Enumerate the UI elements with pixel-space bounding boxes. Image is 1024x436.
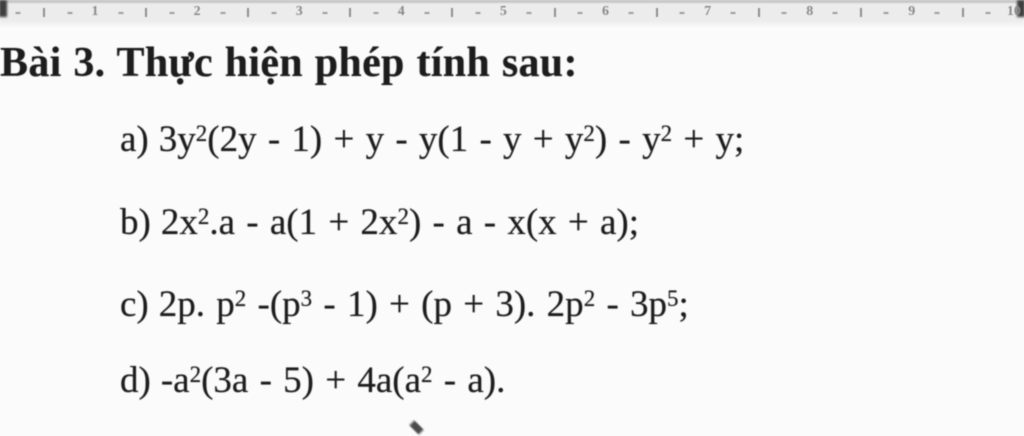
expression-text: - a). <box>432 360 506 401</box>
superscript: 2 <box>421 362 433 388</box>
expression-text: 2x <box>160 202 198 243</box>
ruler-number: 4 <box>397 4 405 19</box>
ruler-number: 9 <box>908 4 916 19</box>
exercise-heading: Bài 3. Thực hiện phép tính sau: <box>0 40 578 86</box>
superscript: 2 <box>234 286 247 312</box>
problem-expression <box>161 202 639 243</box>
ruler-dash-mark <box>118 12 123 14</box>
ruler[interactable] <box>0 0 1024 30</box>
expression-text: -(p <box>246 284 301 325</box>
problem-expression <box>159 284 689 325</box>
ruler-left-edge-block <box>0 0 7 17</box>
expression-text: 2p. p <box>158 284 235 325</box>
superscript: 3 <box>300 286 313 312</box>
expression-text: + y; <box>672 119 745 160</box>
expression-text: ) - a - x(x + a); <box>408 202 640 243</box>
ruler-dash-mark <box>629 12 634 14</box>
superscript: 2 <box>583 286 596 312</box>
problem-label: d) <box>120 360 151 401</box>
expression-text: 3y <box>158 119 196 160</box>
ruler-dash-mark <box>833 12 838 14</box>
problem-line-d <box>120 358 505 404</box>
expression-text: ; <box>678 284 689 325</box>
ruler-number: 10 <box>1006 4 1021 19</box>
problem-line-c <box>120 282 689 328</box>
superscript: 2 <box>397 204 409 230</box>
ruler-number: 5 <box>499 4 507 19</box>
problem-label: a) <box>120 119 149 160</box>
expression-text: -a <box>160 360 190 401</box>
superscript: 5 <box>667 286 679 312</box>
superscript: 2 <box>195 121 208 147</box>
ruler-tick-mark <box>43 8 45 17</box>
problem-expression <box>159 119 744 160</box>
ruler-dash-mark <box>884 12 889 14</box>
ruler-dash-mark <box>475 12 480 14</box>
expression-text: - 1) + (p + 3). 2p <box>312 284 584 325</box>
superscript: 2 <box>583 121 595 147</box>
ruler-dash-mark <box>935 12 940 14</box>
ruler-dash-mark <box>680 12 685 14</box>
ruler-dash-mark <box>373 12 378 14</box>
ruler-dash-mark <box>731 12 736 14</box>
ruler-dash-mark <box>782 12 787 14</box>
superscript: 2 <box>197 204 210 230</box>
expression-text: ) - y <box>594 119 661 160</box>
ruler-dash-mark <box>322 12 327 14</box>
problem-label: c) <box>120 284 149 325</box>
partial-glyph-artifact <box>409 420 423 434</box>
ruler-dash-mark <box>271 12 276 14</box>
superscript: 2 <box>660 121 673 147</box>
ruler-dash-mark <box>67 12 72 14</box>
ruler-dash-mark <box>578 12 583 14</box>
problem-line-b <box>120 200 639 246</box>
superscript: 2 <box>189 362 202 388</box>
problem-expression <box>161 360 506 401</box>
ruler-tick-mark <box>349 8 351 17</box>
ruler-tick-mark <box>451 8 453 17</box>
ruler-tick-mark <box>656 8 658 17</box>
expression-text: (3a - 5) + 4a(a <box>201 360 421 401</box>
ruler-number: 3 <box>295 4 303 19</box>
ruler-tick-mark <box>145 8 147 17</box>
expression-text: (2y - 1) + y - y(1 - y + y <box>207 119 584 160</box>
problem-line-a <box>120 117 744 163</box>
ruler-number: 1 <box>91 4 99 19</box>
ruler-number: 7 <box>704 4 712 19</box>
ruler-dash-mark <box>169 12 174 14</box>
ruler-tick-mark <box>758 8 760 17</box>
ruler-dash-mark <box>220 12 225 14</box>
ruler-tick-mark <box>860 8 862 17</box>
expression-text: .a - a(1 + 2x <box>209 202 398 243</box>
ruler-tick-mark <box>554 8 556 17</box>
ruler-number: 6 <box>602 4 609 19</box>
ruler-dash-mark <box>526 12 531 14</box>
ruler-number: 2 <box>193 4 201 19</box>
ruler-dash-mark <box>424 12 429 14</box>
ruler-tick-mark <box>247 8 249 17</box>
expression-text: - 3p <box>595 284 668 325</box>
ruler-tick-mark <box>962 8 964 17</box>
ruler-dash-mark <box>16 12 21 14</box>
ruler-number: 8 <box>806 4 814 19</box>
problem-label: b) <box>120 202 151 243</box>
ruler-dash-mark <box>986 12 991 14</box>
